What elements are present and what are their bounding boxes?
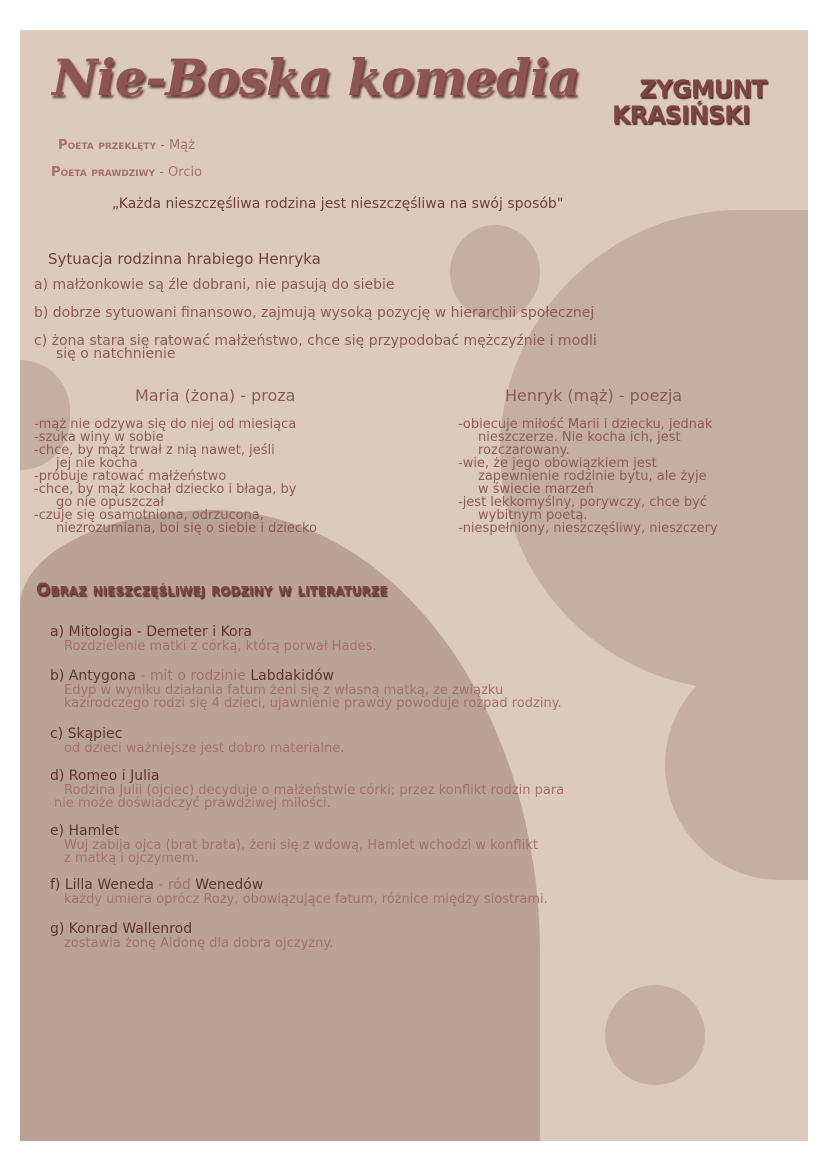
maria-line: -czuje się osamotniona, odrzucona, [34,508,264,523]
maria-line: -mąż nie odzywa się do niej od miesiąca [34,417,297,432]
item-desc: nie może doświadczyć prawdziwej miłości. [54,796,331,811]
item-title [50,668,564,684]
maria-line: -szuka winy w sobie [34,430,164,445]
literature-item [50,726,564,768]
item-desc: zostawia żonę Aldonę dla dobra ojczyzny. [64,936,334,951]
henryk-line: w świecie marzeń [478,482,594,497]
item-desc: Rozdzielenie matki z córką, którą porwał Hades. [64,639,377,654]
literature-item [50,877,564,921]
literature-item [50,921,564,950]
poet-label: Poeta prawdziwy [51,165,156,180]
item-desc: każdy umiera oprócz Rozy, obowiązujące fatum, różnice między siostrami. [64,892,548,907]
literature-list [50,624,564,950]
maria-heading: Maria (żona) - proza [135,386,296,405]
henryk-line: -obiecuje miłość Marii i dziecku, jednak [458,417,713,432]
literature-item [50,668,564,726]
maria-line: niezrozumiana, boi się o siebie i dziecko [56,521,317,536]
maria-line: -próbuje ratować małżeństwo [34,469,227,484]
item-title-main2: Wenedów [195,877,264,893]
item-desc: z matką i ojczymem. [64,851,199,866]
family-heading: Sytuacja rodzinna hrabiego Henryka [48,250,321,268]
item-desc: Edyp w wyniku działania fatum żeni się z własną matką, ze związku [64,683,504,698]
henryk-line: rozczarowany. [478,443,570,458]
item-title-sub: - ród [153,877,196,893]
author-first: ZYGMUNT [639,75,767,103]
item-title [50,877,564,893]
note-page [20,30,808,1141]
item-desc: od dzieci ważniejsze jest dobro materialne. [64,741,345,756]
henryk-line: wybitnym poetą. [478,508,588,523]
henryk-list [458,418,718,535]
poet-value: Orcio [168,165,203,180]
item-title: a) Mitologia - Demeter i Kora [50,624,252,640]
decor-circle [665,650,808,880]
henryk-line: -jest lekkomyślny, porywczy, chce być [458,495,707,510]
item-desc: Wuj zabija ojca (brat brata), żeni się z wdową, Hamlet wchodzi w konflikt [64,838,538,853]
item-title: c) Skąpiec [50,726,123,742]
maria-line: go nie opuszczał [56,495,164,510]
item-title-sub: - mit o rodzinie [135,668,251,684]
decor-circle [605,985,705,1085]
literature-heading: Obraz nieszczęśliwej rodziny w literaturze [36,580,388,600]
item-title-main2: Labdakidów [250,668,334,684]
literature-item [50,823,564,877]
item-title: d) Romeo i Julia [50,768,160,784]
maria-line: -chce, by mąż trwał z nią nawet, jeśli [34,443,275,458]
item-title-main: b) Antygona [50,668,136,684]
literature-item [50,768,564,823]
henryk-line: zapewnienie rodzinie bytu, ale żyje [478,469,707,484]
maria-line: jej nie kocha [56,456,138,471]
family-item: c) żona stara się ratować małżeństwo, chce się przypodobać mężczyźnie i modli [34,333,597,349]
item-title-main: f) Lilla Weneda [50,877,154,893]
item-title: g) Konrad Wallenrod [50,921,193,937]
henryk-line: -niespełniony, nieszczęśliwy, nieszczery [458,521,718,536]
henryk-line: -wie, że jego obowiązkiem jest [458,456,657,471]
page-title: Nie-Boska komedia [52,48,580,107]
poet-label: Poeta przeklęty [58,138,156,153]
family-item: się o natchnienie [56,346,176,362]
maria-list [34,418,317,535]
item-title: e) Hamlet [50,823,120,839]
author-last: KRASIŃSKI [612,101,750,129]
henryk-line: nieszczerze. Nie kocha ich, jest [478,430,681,445]
item-desc: Rodzina Julii (ojciec) decyduje o małżeństwie córki; przez konflikt rodzin para [64,783,565,798]
literature-item [50,624,564,668]
poet-cursed: Poeta przeklęty - Mąż [58,138,195,153]
henryk-heading: Henryk (mąż) - poezja [505,386,683,405]
item-desc: kazirodczego rodzi się 4 dzieci, ujawnienie prawdy powoduje rozpad rodziny. [64,696,562,711]
quote: „Każda nieszczęśliwa rodzina jest nieszczęśliwa na swój sposób" [112,196,564,212]
family-item: a) małżonkowie są źle dobrani, nie pasują do siebie [34,277,395,293]
maria-line: -chce, by mąż kochał dziecko i błaga, by [34,482,297,497]
poet-value: Mąż [168,138,195,153]
poet-true: Poeta prawdziwy - Orcio [51,165,203,180]
family-item: b) dobrze sytuowani finansowo, zajmują wysoką pozycję w hierarchii społecznej [34,305,595,321]
